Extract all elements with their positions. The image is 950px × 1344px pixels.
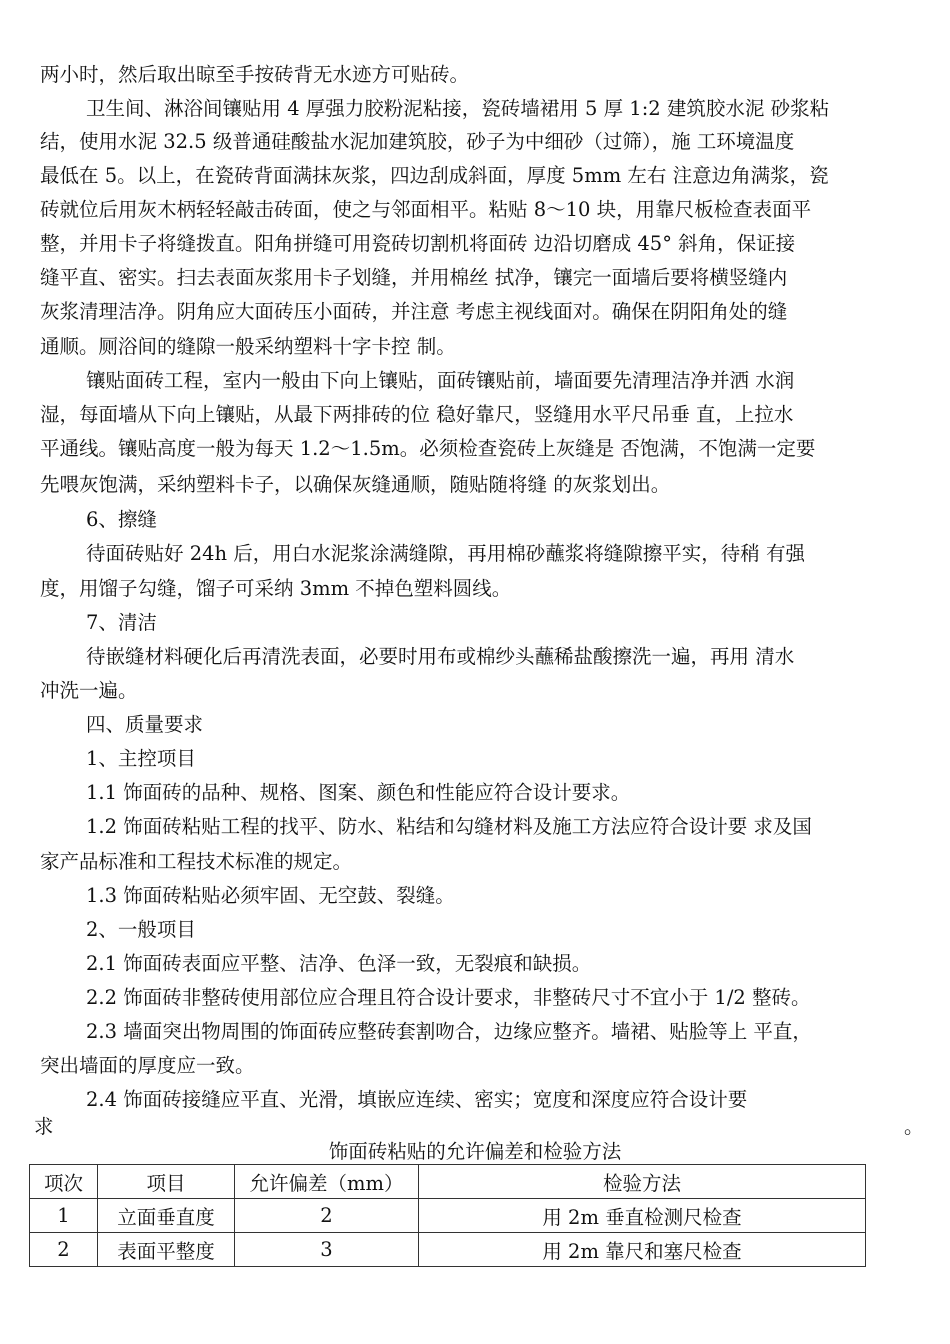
text-line: 2.2 饰面砖非整砖使用部位应合理且符合设计要求，非整砖尺寸不宜小于 1/2 整砖。 <box>86 986 811 1009</box>
text-line: 整，并用卡子将缝拨直。阳角拼缝可用瓷砖切割机将面砖 边沿切磨成 45° 斜角，保证接 <box>40 232 796 255</box>
text-line: 通顺。厕浴间的缝隙一般采纳塑料十字卡控 制。 <box>40 335 456 358</box>
text-line: 卫生间、淋浴间镶贴用 4 厚强力胶粉泥粘接，瓷砖墙裙用 5 厚 1:2 建筑胶水泥 砂浆粘 <box>86 97 830 120</box>
table-cell: 2 <box>235 1199 419 1233</box>
table-row <box>30 1233 866 1267</box>
text-line: 。 <box>904 1115 924 1138</box>
text-line: 1.1 饰面砖的品种、规格、图案、颜色和性能应符合设计要求。 <box>86 781 631 804</box>
table-header-cell: 检验方法 <box>419 1165 866 1199</box>
text-line: 1.2 饰面砖粘贴工程的找平、防水、粘结和勾缝材料及施工方法应符合设计要 求及国 <box>86 815 812 838</box>
text-line: 家产品标准和工程技术标准的规定。 <box>40 850 353 873</box>
table-header-row <box>30 1165 866 1199</box>
text-line: 砖就位后用灰木柄轻轻敲击砖面，使之与邻面相平。粘贴 8〜10 块，用靠尺板检查表面平 <box>40 198 812 221</box>
table-header-cell: 允许偏差（mm） <box>235 1165 419 1199</box>
table-cell: 立面垂直度 <box>98 1199 235 1233</box>
text-line: 度，用馏子勾缝，馏子可采纳 3mm 不掉色塑料圆线。 <box>40 577 512 600</box>
text-line: 缝平直、密实。扫去表面灰浆用卡子划缝，并用棉丝 拭净，镶完一面墙后要将横竖缝内 <box>40 266 788 289</box>
text-line: 最低在 5。以上，在瓷砖背面满抹灰浆，四边刮成斜面，厚度 5mm 左右 注意边角满浆，瓷 <box>40 164 829 187</box>
table-header-cell: 项次 <box>30 1165 98 1199</box>
text-line: 2.3 墙面突出物周围的饰面砖应整砖套割吻合，边缘应整齐。墙裙、贴脸等上 平直， <box>86 1020 812 1043</box>
text-line: 平通线。镶贴高度一般为每天 1.2〜1.5m。必须检查瓷砖上灰缝是 否饱满，不饱满一定要 <box>40 437 816 460</box>
text-line: 灰浆清理洁净。阴角应大面砖压小面砖，并注意 考虑主视线面对。确保在阴阳角处的缝 <box>40 300 788 323</box>
table-cell: 表面平整度 <box>98 1233 235 1267</box>
table-cell: 用 2m 垂直检测尺检查 <box>419 1199 866 1233</box>
table-header-cell: 项目 <box>98 1165 235 1199</box>
text-line: 先喂灰饱满，采纳塑料卡子，以确保灰缝通顺，随贴随将缝 的灰浆划出。 <box>40 473 671 496</box>
table-cell: 用 2m 靠尺和塞尺检查 <box>419 1233 866 1267</box>
table-cell: 1 <box>30 1199 98 1233</box>
section-heading: 6、擦缝 <box>86 508 157 531</box>
text-line: 待面砖贴好 24h 后，用白水泥浆涂满缝隙，再用棉砂蘸浆将缝隙擦平实，待稍 有强 <box>86 542 805 565</box>
section-heading: 四、质量要求 <box>86 713 204 736</box>
text-line: 1.3 饰面砖粘贴必须牢固、无空鼓、裂缝。 <box>86 884 455 907</box>
table-cell: 3 <box>235 1233 419 1267</box>
text-line: 两小时，然后取出晾至手按砖背无水迹方可贴砖。 <box>40 63 470 86</box>
text-line: 2.1 饰面砖表面应平整、洁净、色泽一致，无裂痕和缺损。 <box>86 952 592 975</box>
text-line: 湿，每面墙从下向上镶贴，从最下两排砖的位 稳好靠尺，竖缝用水平尺吊垂 直，上拉水 <box>40 403 794 426</box>
text-line: 2.4 饰面砖接缝应平直、光滑，填嵌应连续、密实；宽度和深度应符合设计要 <box>86 1088 748 1111</box>
text-line: 突出墙面的厚度应一致。 <box>40 1054 255 1077</box>
subsection-heading: 2、一般项目 <box>86 918 196 941</box>
section-heading: 7、清洁 <box>86 611 157 634</box>
table-cell: 2 <box>30 1233 98 1267</box>
text-line: 求 <box>34 1115 54 1138</box>
text-line: 冲洗一遍。 <box>40 679 138 702</box>
subsection-heading: 1、主控项目 <box>86 747 196 770</box>
text-line: 待嵌缝材料硬化后再清洗表面，必要时用布或棉纱头蘸稀盐酸擦洗一遍，再用 清水 <box>86 645 795 668</box>
tolerance-table <box>29 1164 866 1267</box>
table-row <box>30 1199 866 1233</box>
table-caption: 饰面砖粘贴的允许偏差和检验方法 <box>328 1140 622 1163</box>
text-line: 镶贴面砖工程，室内一般由下向上镶贴，面砖镶贴前，墙面要先清理洁净并洒 水润 <box>86 369 795 392</box>
text-line: 结，使用水泥 32.5 级普通硅酸盐水泥加建筑胶，砂子为中细砂（过筛），施 工环境温度 <box>40 130 795 153</box>
